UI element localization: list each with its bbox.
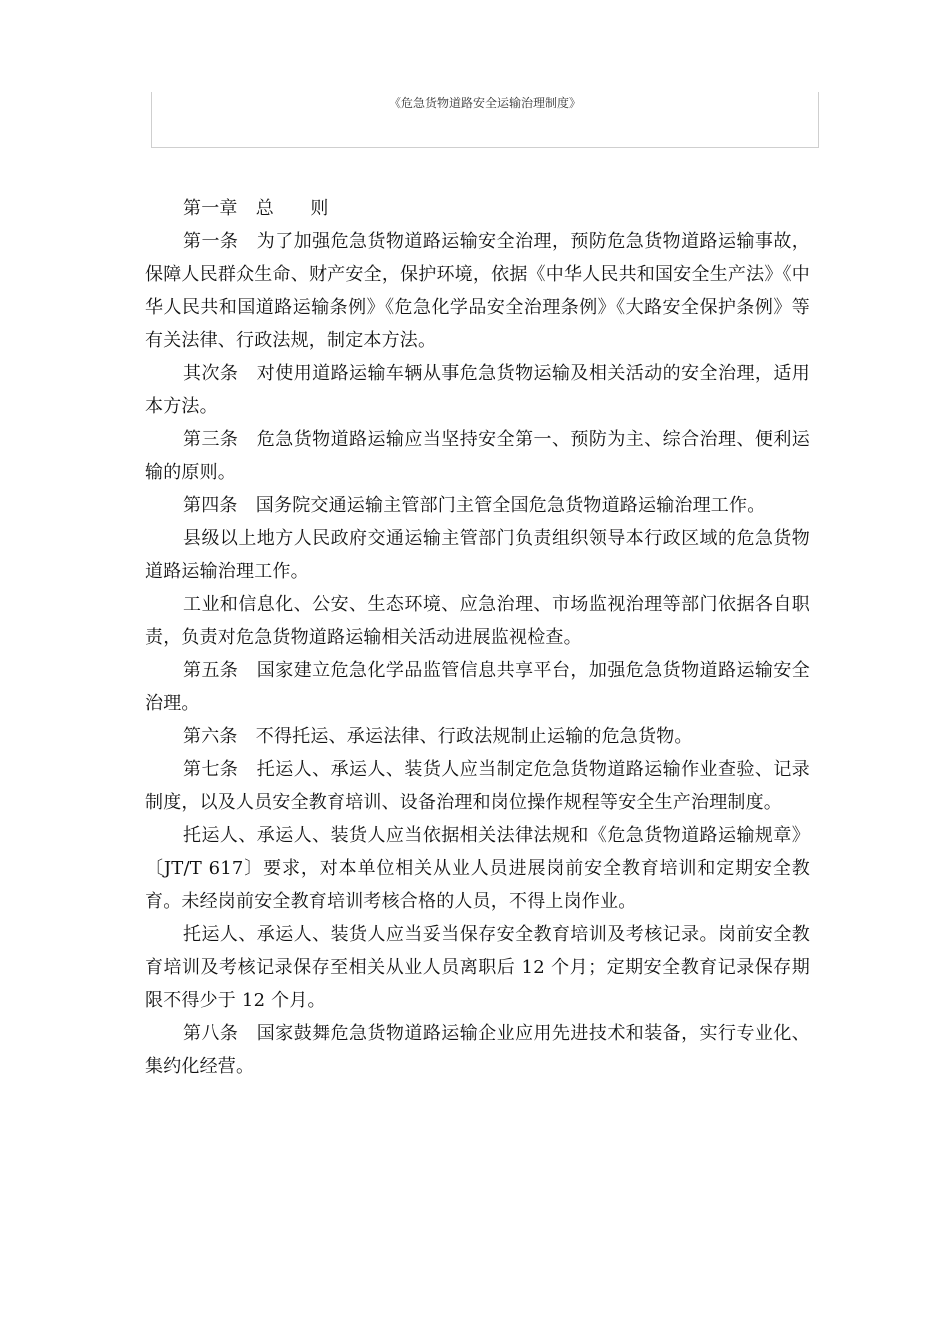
paragraph: 工业和信息化、公安、生态环境、应急治理、市场监视治理等部门依据各自职责，负责对危急货物道路运输相关活动进展监视检查。: [145, 594, 810, 648]
chapter-heading: 第一章 总 则: [183, 198, 329, 219]
paragraph: 第五条 国家建立危急化学品监管信息共享平台，加强危急货物道路运输安全治理。: [145, 660, 810, 714]
paragraph: 第六条 不得托运、承运法律、行政法规制止运输的危急货物。: [183, 726, 693, 747]
paragraph: 第七条 托运人、承运人、装货人应当制定危急货物道路运输作业查验、记录制度，以及人员安全教育培训、设备治理和岗位操作规程等安全生产治理制度。: [145, 759, 810, 813]
paragraph: 托运人、承运人、装货人应当依据相关法律法规和《危急货物道路运输规章》〔JT/T 617〕要求，对本单位相关从业人员进展岗前安全教育培训和定期安全教育。未经岗前安全教育培训考核合格的人员，不得上岗作业。: [145, 825, 810, 912]
header-title: 《危急货物道路安全运输治理制度》: [388, 96, 581, 110]
paragraph: 第八条 国家鼓舞危急货物道路运输企业应用先进技术和装备，实行专业化、集约化经营。: [145, 1023, 810, 1077]
paragraph: 第四条 国务院交通运输主管部门主管全国危急货物道路运输治理工作。: [183, 495, 766, 516]
document-body: [145, 192, 810, 1083]
paragraph: 托运人、承运人、装货人应当妥当保存安全教育培训及考核记录。岗前安全教育培训及考核记录保存至相关从业人员离职后 12 个月；定期安全教育记录保存期限不得少于 12 个月。: [145, 924, 810, 1011]
page-header: [151, 92, 819, 148]
paragraph: 第一条 为了加强危急货物道路运输安全治理，预防危急货物道路运输事故，保障人民群众生命、财产安全，保护环境，依据《中华人民共和国安全生产法》《中华人民共和国道路运输条例》《危急化学品安全治理条例》《大路安全保护条例》等有关法律、行政法规，制定本方法。: [145, 231, 810, 351]
paragraph: 县级以上地方人民政府交通运输主管部门负责组织领导本行政区域的危急货物道路运输治理工作。: [145, 528, 810, 582]
paragraph: 其次条 对使用道路运输车辆从事危急货物运输及相关活动的安全治理，适用本方法。: [145, 363, 810, 417]
paragraph: 第三条 危急货物道路运输应当坚持安全第一、预防为主、综合治理、便利运输的原则。: [145, 429, 810, 483]
